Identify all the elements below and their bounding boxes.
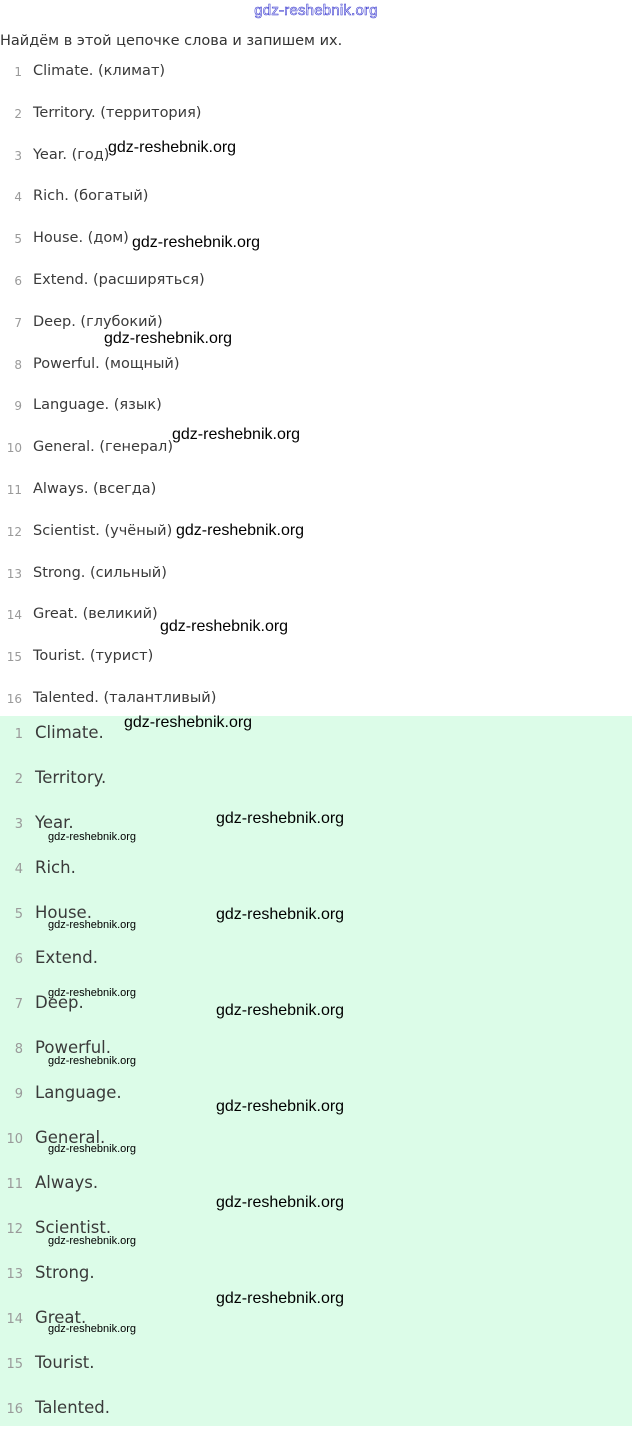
answer-word: Scientist.	[35, 1218, 112, 1237]
answer-word: Powerful.	[35, 1038, 111, 1057]
watermark: gdz-reshebnik.org	[216, 1290, 345, 1307]
answer-word: Language.	[35, 1083, 122, 1102]
word-translation: Deep. (глубокий)	[33, 313, 163, 330]
word-translation: Climate. (климат)	[33, 63, 166, 79]
line-number: 2	[14, 106, 22, 121]
intro-text: Найдём в этой цепочке слова и запишем их.	[0, 33, 343, 49]
line-number: 13	[6, 1267, 23, 1282]
line-number: 3	[14, 148, 22, 163]
word-translation: Year. (год)	[33, 146, 110, 163]
line-number: 11	[6, 482, 22, 497]
answer-word: Tourist.	[35, 1353, 95, 1372]
word-translation: Tourist. (турист)	[33, 648, 154, 665]
line-number: 16	[6, 1402, 23, 1417]
line-number: 9	[14, 1087, 23, 1102]
word-translation: Powerful. (мощный)	[33, 355, 180, 372]
answer-word: Deep.	[35, 993, 84, 1012]
word-translation: Strong. (сильный)	[33, 564, 167, 581]
watermark: gdz-reshebnik.org	[172, 426, 301, 443]
word-translation: Extend. (расширяться)	[33, 271, 205, 288]
watermark: gdz-reshebnik.org	[216, 1098, 345, 1115]
line-number: 3	[14, 817, 23, 832]
watermark: gdz-reshebnik.org	[216, 1194, 345, 1211]
line-number: 15	[6, 650, 22, 665]
watermark: gdz-reshebnik.org	[48, 1055, 137, 1067]
answer-word: Territory.	[35, 768, 107, 787]
line-number: 4	[14, 190, 22, 205]
word-translation: House. (дом)	[33, 230, 129, 247]
line-number: 4	[14, 862, 23, 877]
answer-word: Great.	[35, 1308, 87, 1327]
answer-word: Rich.	[35, 858, 76, 877]
watermark: gdz-reshebnik.org	[48, 919, 137, 931]
answer-word: Always.	[35, 1173, 99, 1192]
watermark: gdz-reshebnik.org	[48, 1235, 137, 1247]
word-translation: Talented. (талантливый)	[33, 689, 217, 706]
word-translation: Always. (всегда)	[33, 480, 157, 497]
watermark: gdz-reshebnik.org	[132, 234, 261, 251]
line-number: 2	[14, 772, 23, 787]
line-number: 16	[6, 691, 22, 706]
watermark: gdz-reshebnik.org	[216, 810, 345, 827]
word-translation: Great. (великий)	[33, 606, 158, 623]
line-number: 12	[6, 1222, 23, 1237]
watermark: gdz-reshebnik.org	[216, 1002, 345, 1019]
line-number: 1	[14, 65, 22, 79]
line-number: 6	[14, 273, 22, 288]
watermark: gdz-reshebnik.org	[48, 831, 137, 843]
line-number: 8	[14, 357, 22, 372]
watermark: gdz-reshebnik.org	[160, 618, 289, 635]
line-number: 1	[14, 727, 23, 742]
line-number: 7	[14, 997, 23, 1012]
line-number: 12	[6, 524, 22, 539]
answer-block	[0, 716, 632, 1426]
watermark: gdz-reshebnik.org	[48, 987, 137, 999]
header-watermark: gdz-reshebnik.org	[254, 2, 378, 19]
line-number: 5	[14, 232, 22, 247]
line-number: 5	[14, 907, 23, 922]
line-number: 15	[6, 1357, 23, 1372]
answer-word: Climate.	[35, 723, 104, 742]
answer-word: Extend.	[35, 948, 98, 967]
word-translation: Scientist. (учёный)	[33, 522, 173, 539]
answer-word: Talented.	[35, 1398, 110, 1417]
watermark: gdz-reshebnik.org	[48, 1143, 137, 1155]
line-number: 14	[6, 608, 22, 623]
watermark: gdz-reshebnik.org	[48, 1323, 137, 1335]
line-number: 8	[14, 1042, 23, 1057]
line-number: 7	[14, 315, 22, 330]
watermark: gdz-reshebnik.org	[108, 139, 237, 156]
word-translation: Rich. (богатый)	[33, 188, 149, 205]
line-number: 14	[6, 1312, 23, 1327]
answer-word: General.	[35, 1128, 106, 1147]
answer-word: Year.	[35, 813, 74, 832]
line-number: 10	[6, 441, 22, 456]
line-number: 11	[6, 1177, 23, 1192]
word-translation: Territory. (территория)	[33, 104, 202, 121]
word-translation: General. (генерал)	[33, 439, 173, 456]
word-translation: Language. (язык)	[33, 397, 162, 414]
line-number: 6	[14, 952, 23, 967]
answer-word: House.	[35, 903, 92, 922]
watermark: gdz-reshebnik.org	[176, 522, 305, 539]
line-number: 10	[6, 1132, 23, 1147]
line-number: 9	[14, 399, 22, 414]
answer-word: Strong.	[35, 1263, 95, 1282]
line-number: 13	[6, 566, 22, 581]
watermark: gdz-reshebnik.org	[216, 906, 345, 923]
watermark: gdz-reshebnik.org	[104, 330, 233, 347]
watermark: gdz-reshebnik.org	[124, 714, 253, 731]
